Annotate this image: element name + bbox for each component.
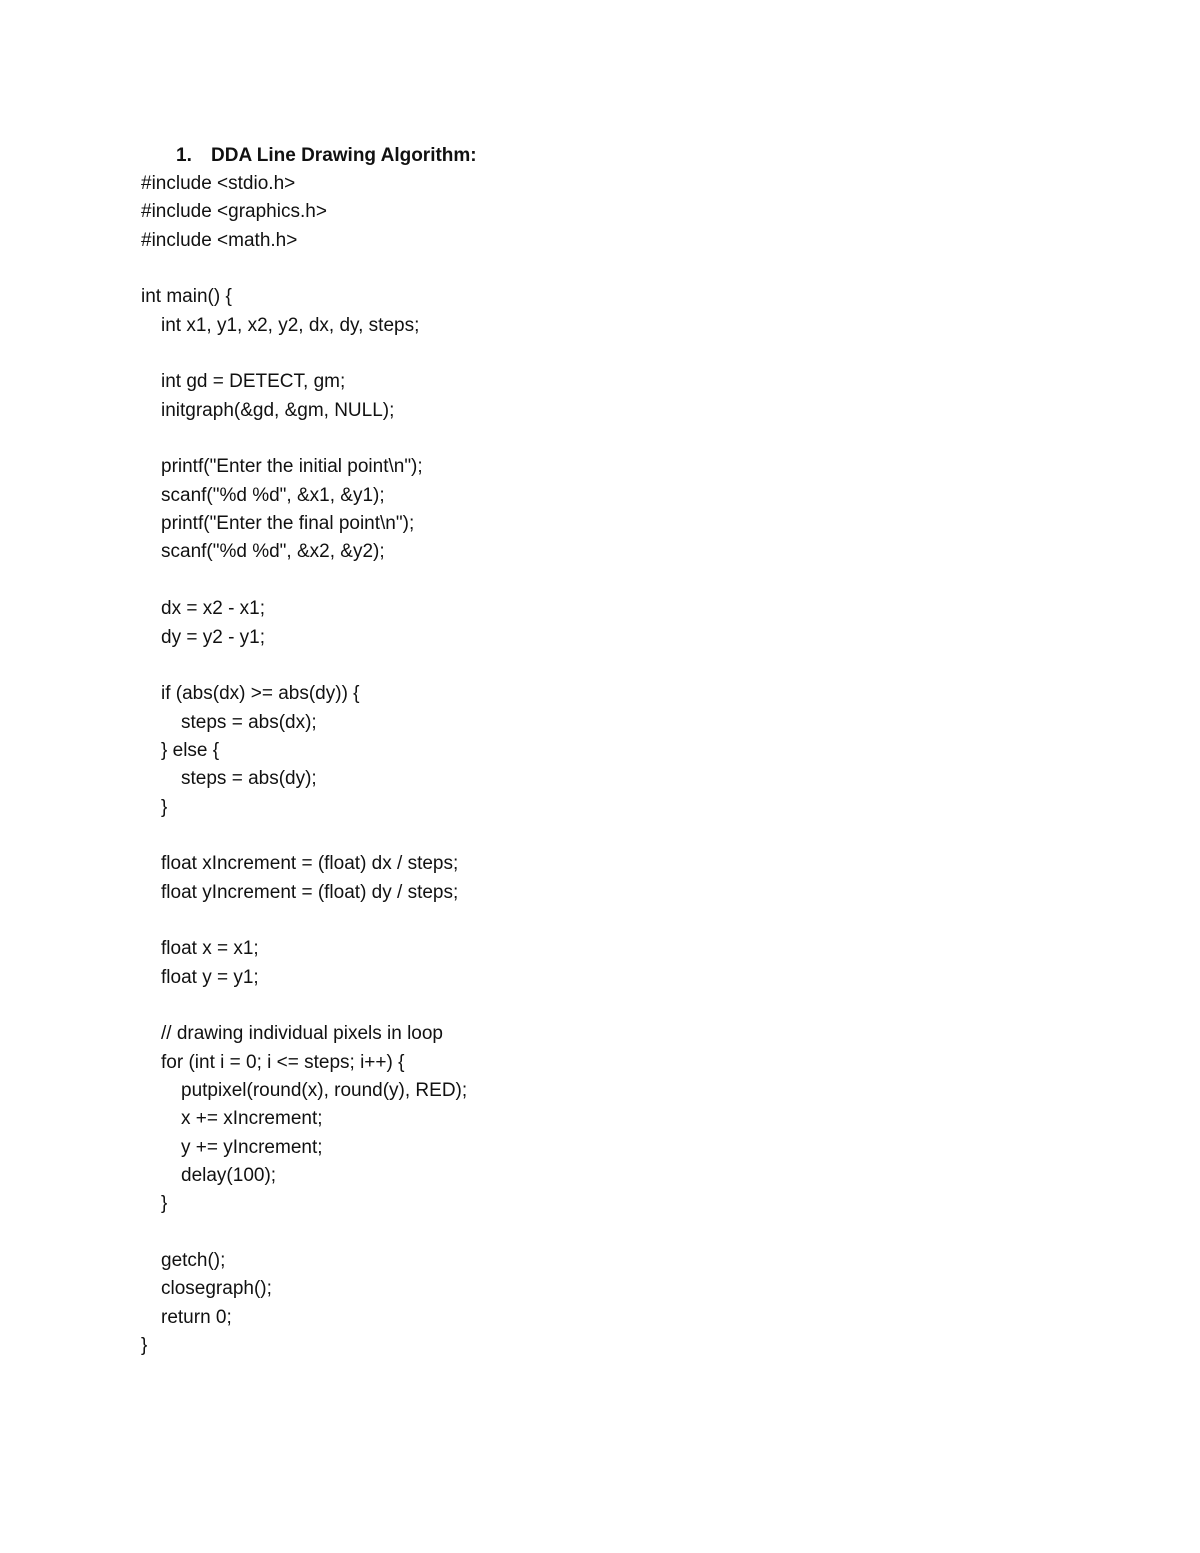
code-line: y += yIncrement; — [181, 1136, 323, 1158]
code-line — [141, 907, 467, 935]
code-line: // drawing individual pixels in loop — [161, 1023, 443, 1045]
code-line — [141, 255, 467, 283]
code-line: int gd = DETECT, gm; — [161, 371, 346, 393]
code-line: putpixel(round(x), round(y), RED); — [181, 1080, 468, 1101]
code-line: } else { — [161, 739, 220, 761]
code-line: dx = x2 - x1; — [161, 598, 266, 620]
code-line: initgraph(&gd, &gm, NULL); — [161, 399, 395, 421]
code-line: printf("Enter the initial point\n"); — [161, 456, 423, 478]
heading-title: DDA Line Drawing Algorithm: — [211, 145, 477, 166]
heading-number: 1. — [176, 145, 192, 166]
code-line — [141, 1219, 467, 1247]
code-line: } — [141, 1335, 148, 1357]
code-line: #include <math.h> — [141, 229, 298, 251]
code-line — [141, 425, 467, 453]
code-line: getch(); — [161, 1250, 226, 1272]
code-line: int main() { — [141, 286, 232, 308]
code-line: delay(100); — [181, 1165, 277, 1187]
code-line: steps = abs(dy); — [181, 768, 317, 790]
code-line: #include <stdio.h> — [141, 173, 296, 194]
code-line: for (int i = 0; i <= steps; i++) { — [161, 1051, 405, 1073]
code-line: } — [161, 1193, 168, 1215]
code-line: printf("Enter the final point\n"); — [161, 513, 415, 535]
code-line: } — [161, 796, 168, 818]
code-line: return 0; — [161, 1306, 232, 1328]
code-line: float xIncrement = (float) dx / steps; — [161, 853, 459, 875]
code-line — [141, 567, 467, 595]
code-line: int x1, y1, x2, y2, dx, dy, steps; — [161, 314, 420, 336]
code-line: scanf("%d %d", &x2, &y2); — [161, 541, 385, 563]
code-line — [141, 822, 467, 850]
code-line — [141, 992, 467, 1020]
code-line: float x = x1; — [161, 938, 259, 960]
code-line: steps = abs(dx); — [181, 711, 317, 733]
code-line: scanf("%d %d", &x1, &y1); — [161, 484, 385, 506]
code-line: dy = y2 - y1; — [161, 626, 266, 648]
code-line: float y = y1; — [161, 966, 259, 988]
code-line: float yIncrement = (float) dy / steps; — [161, 881, 459, 903]
code-line — [141, 652, 467, 680]
code-line: if (abs(dx) >= abs(dy)) { — [161, 683, 360, 705]
code-line: #include <graphics.h> — [141, 201, 327, 223]
code-line: closegraph(); — [161, 1278, 272, 1300]
code-line — [141, 340, 467, 368]
code-line: x += xIncrement; — [181, 1108, 323, 1130]
section-heading — [176, 142, 477, 170]
code-block — [141, 170, 467, 1360]
